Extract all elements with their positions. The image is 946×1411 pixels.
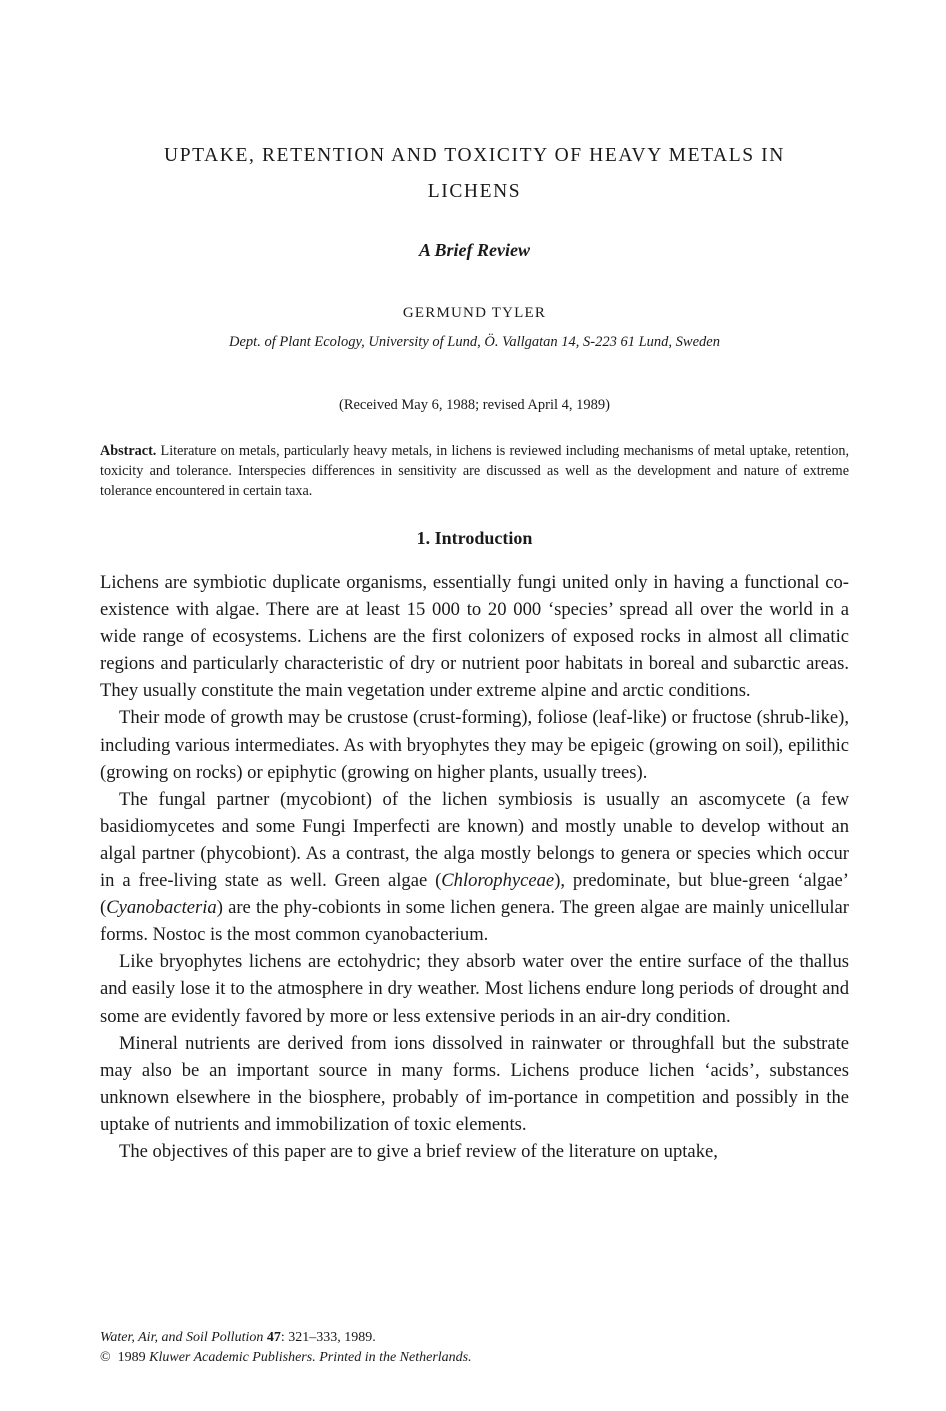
paragraph-1: Lichens are symbiotic duplicate organisms, essentially fungi united only in having a functional co-existence with algae. There are at least 15 000 to 20 000 ‘species’ spread all over the world in a wide range of ecosystems. Lichens are the first colonizers of exposed rocks in almost all climatic regions and particularly characteristic of dry or nutrient poor habitats in boreal and subarctic areas. They usually constitute the main vegetation under extreme alpine and arctic conditions. [100,572,849,702]
paragraph-3-part-b: ), predominate, but blue-green ‘algae’ ( [100,870,849,919]
paragraph-3-part-c: ) are the phy-cobionts in some lichen genera. The green algae are mainly unicellular forms. Nostoc is the most common cyanobacterium. [100,897,849,946]
page-footer [100,1328,849,1368]
copyright-symbol: © [100,1350,111,1365]
paper-subtitle: A Brief Review [419,240,530,260]
title-line-2: LICHENS [427,181,522,202]
copyright-year: 1989 [117,1350,146,1365]
journal-volume: 47 [266,1330,281,1345]
paragraph-2: Their mode of growth may be crustose (crust-forming), foliose (leaf-like) or fructose (shrub-like), including various intermediates. As with bryophytes they may be epigeic (growing on soil), epilithic (growing on rocks) or epiphytic (growing on higher plants, usually trees). [100,707,849,783]
abstract-text: Literature on metals, particularly heavy metals, in lichens is reviewed including mechanisms of metal uptake, retention, toxicity and tolerance. Interspecies differences in sensitivity are discussed as well as the development and nature of extreme tolerance encountered in certain taxa. [100,443,850,499]
abstract-label: Abstract. [100,443,157,459]
publisher-name: Kluwer Academic Publishers. Printed in the Netherlands. [149,1350,472,1365]
footer-copyright [100,1348,849,1368]
received-dates: (Received May 6, 1988; revised April 4, 1989) [338,397,610,413]
paragraph-5: Mineral nutrients are derived from ions dissolved in rainwater or throughfall but the substrate may also be an important source in many forms. Lichens produce lichen ‘acids’, substances unknown elsewhere in the biosphere, probably of im-portance in competition and possibly in the uptake of nutrients and immobilization of toxic elements. [100,1032,849,1135]
paragraph-3 [100,786,849,949]
section-heading-introduction: 1. Introduction [416,528,533,548]
term-chlorophyceae: Chlorophyceae [441,870,555,892]
term-cyanobacteria: Cyanobacteria [106,897,217,919]
paragraph-4: Like bryophytes lichens are ectohydric; they absorb water over the entire surface of the thallus and easily lose it to the atmosphere in dry weather. Most lichens endure long periods of drought and some are evidently favored by more or less extensive periods in an air-dry condition. [100,951,849,1027]
author-affiliation: Dept. of Plant Ecology, University of Lund, Ö. Vallgatan 14, S-223 61 Lund, Sweden [229,334,720,350]
author-name: GERMUND TYLER [402,305,547,321]
paragraph-6: The objectives of this paper are to give a brief review of the literature on uptake, [119,1140,718,1162]
introduction-body [100,569,849,1165]
abstract [100,441,849,501]
paper-title [100,138,849,210]
title-line-1: UPTAKE, RETENTION AND TOXICITY OF HEAVY METALS IN [164,145,785,166]
footer-citation [100,1328,849,1348]
paragraph-3-part-a: The fungal partner (mycobiont) of the lichen symbiosis is usually an ascomycete (a few basidiomycetes and some Fungi Imperfecti are known) and mostly unable to develop without an algal partner (phycobiont). As a contrast, the alga mostly belongs to genera or species which occur in a free-living state as well. Green algae ( [100,788,849,892]
journal-name: Water, Air, and Soil Pollution [100,1330,264,1345]
journal-pages: : 321–333, 1989. [280,1330,376,1345]
